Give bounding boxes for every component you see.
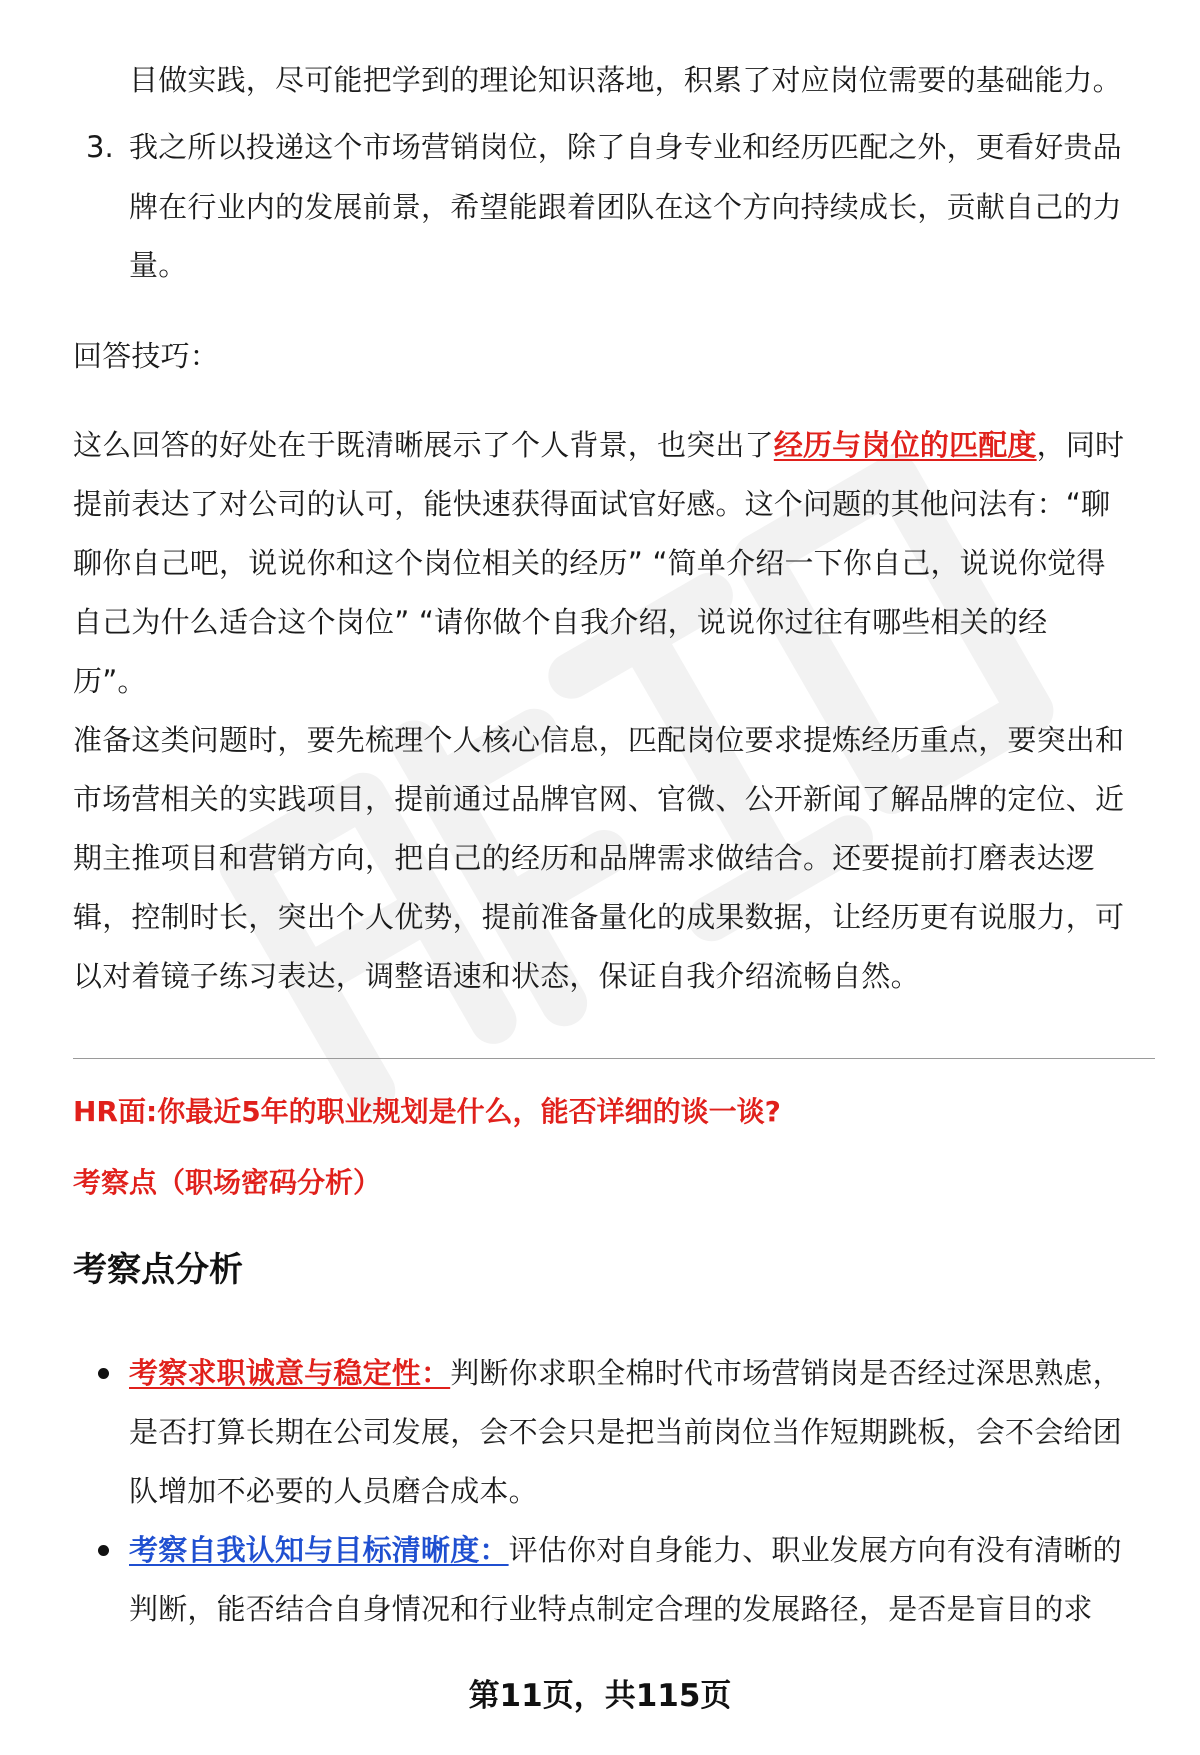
tips-paragraph-2-line: 期主推项目和营销方向，把自己的经历和品牌需求做结合。还要提前打磨表达逻 [73,841,1096,875]
section-divider [73,1058,1155,1059]
analysis-bullet-2-line: 判断，能否结合自身情况和行业特点制定合理的发展路径，是否是盲目的求 [129,1592,1093,1626]
tips-paragraph-1-line: 历”。 [73,664,147,698]
list-item-2-continuation: 目做实践，尽可能把学到的理论知识落地，积累了对应岗位需要的基础能力。 [129,63,1122,97]
bullet-text: 判断你求职全棉时代市场营销岗是否经过深思熟虑， [450,1356,1122,1390]
tips-paragraph-1-line: 自己为什么适合这个岗位” “请你做个自我介绍，说说你过往有哪些相关的经 [73,605,1048,639]
bullet-dot [98,1368,109,1379]
tips-label: 回答技巧： [73,339,220,373]
analysis-bullet-1-line-1 [129,1353,1122,1393]
tips-paragraph-2-line: 市场营相关的实践项目，提前通过品牌官网、官微、公开新闻了解品牌的定位、近 [73,782,1125,816]
list-item-3-line: 量。 [129,248,188,282]
tips-text: 这么回答的好处在于既清晰展示了个人背景，也突出了 [73,428,774,462]
tips-paragraph-2-line: 以对着镜子练习表达，调整语速和状态，保证自我介绍流畅自然。 [73,959,920,993]
analysis-bullet-1-line: 是否打算长期在公司发展，会不会只是把当前岗位当作短期跳板，会不会给团 [129,1415,1122,1449]
analysis-bullet-2-line-1 [129,1530,1122,1570]
analysis-heading: 考察点分析 [73,1250,243,1290]
list-item-3-line: 牌在行业内的发展前景，希望能跟着团队在这个方向持续成长，贡献自己的力 [129,190,1122,224]
bullet-label-sincerity: 考察求职诚意与稳定性： [129,1356,451,1390]
page-number: 第11页，共115页 [468,1678,732,1714]
tips-paragraph-2-line: 准备这类问题时，要先梳理个人核心信息，匹配岗位要求提炼经历重点，要突出和 [73,723,1125,757]
highlight-experience-match: 经历与岗位的匹配度 [773,428,1037,462]
bullet-dot [98,1545,109,1556]
question-subtitle: 考察点（职场密码分析） [73,1166,382,1199]
tips-paragraph-1-line: 聊你自己吧，说说你和这个岗位相关的经历” “简单介绍一下你自己，说说你觉得 [73,546,1106,580]
list-item-3-line: 我之所以投递这个市场营销岗位，除了自身专业和经历匹配之外，更看好贵品 [129,130,1122,164]
tips-text: ，同时 [1036,428,1125,462]
list-item-3-number: 3. [86,130,114,164]
tips-paragraph-1-line-1 [73,425,1124,465]
analysis-bullet-1-line: 队增加不必要的人员磨合成本。 [129,1474,538,1508]
bullet-label-self-awareness: 考察自我认知与目标清晰度： [129,1533,509,1567]
tips-paragraph-2-line: 辑，控制时长，突出个人优势，提前准备量化的成果数据，让经历更有说服力，可 [73,900,1125,934]
bullet-text: 评估你对自身能力、职业发展方向有没有清晰的 [508,1533,1122,1567]
question-title: HR面:你最近5年的职业规划是什么，能否详细的谈一谈? [73,1095,781,1128]
tips-paragraph-1-line: 提前表达了对公司的认可，能快速获得面试官好感。这个问题的其他问法有：“聊 [73,487,1111,521]
